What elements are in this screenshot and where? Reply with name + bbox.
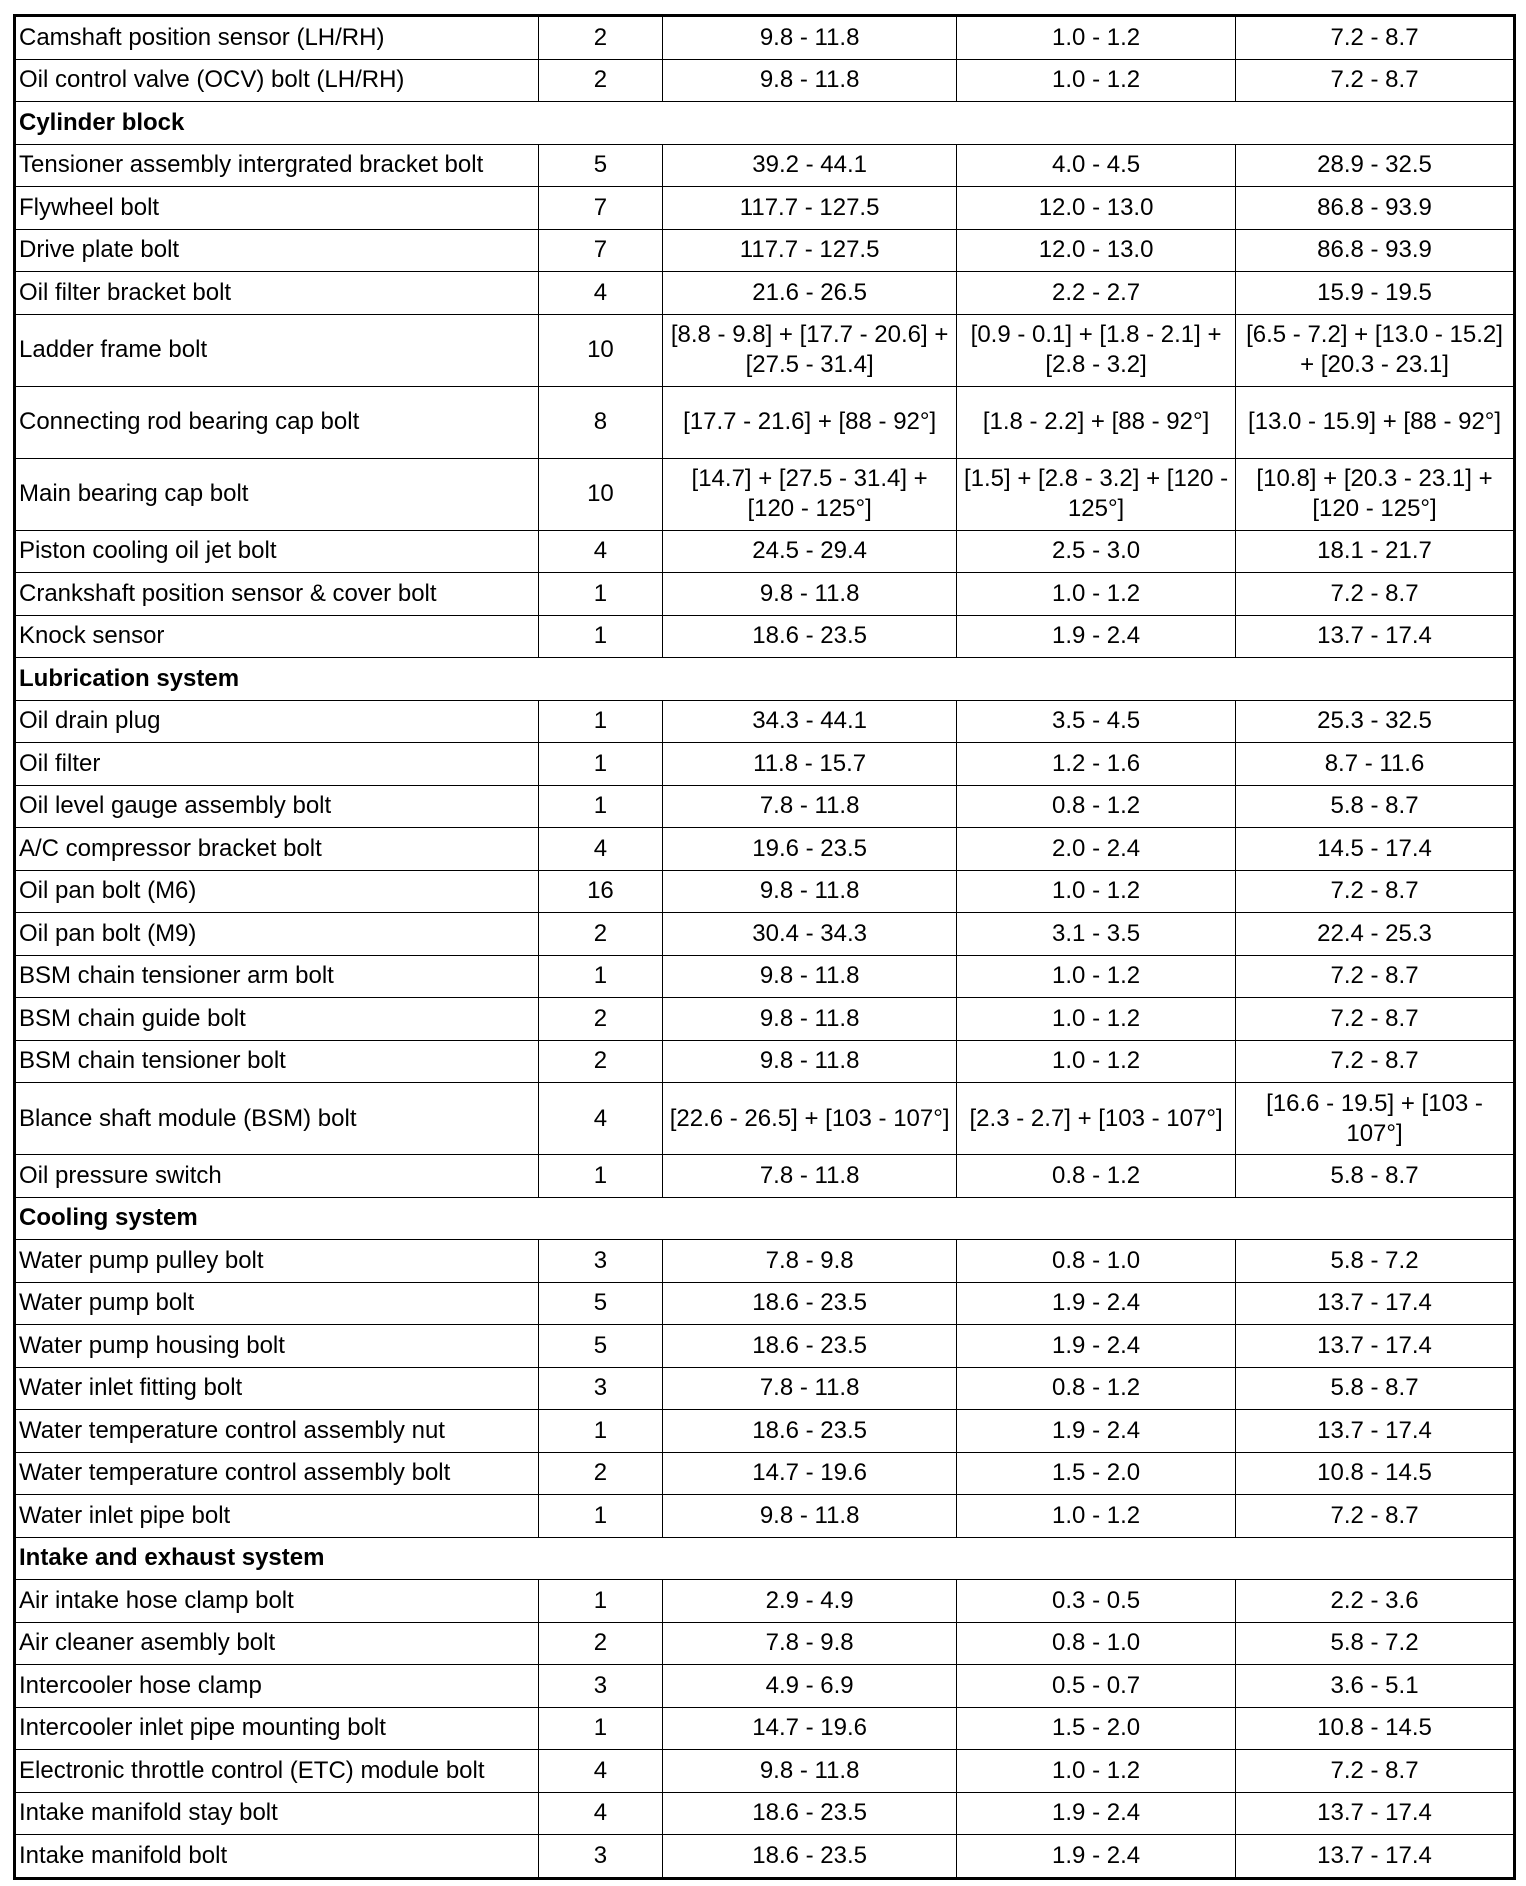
table-row <box>15 1325 1515 1368</box>
torque-kgfm-cell: 12.0 - 13.0 <box>957 229 1236 272</box>
quantity-cell: 1 <box>538 1495 662 1538</box>
torque-lbft-cell: 13.7 - 17.4 <box>1236 1792 1515 1835</box>
quantity-cell: 1 <box>538 955 662 998</box>
torque-lbft-cell: 25.3 - 32.5 <box>1236 700 1515 743</box>
quantity-cell: 16 <box>538 870 662 913</box>
table-row <box>15 1750 1515 1793</box>
torque-kgfm-cell: 0.8 - 1.2 <box>957 1155 1236 1198</box>
table-row <box>15 1835 1515 1879</box>
component-name-cell: Oil control valve (OCV) bolt (LH/RH) <box>15 59 539 102</box>
torque-kgfm-cell: 1.9 - 2.4 <box>957 1792 1236 1835</box>
quantity-cell: 2 <box>538 1040 662 1083</box>
torque-nm-cell: 9.8 - 11.8 <box>663 1495 957 1538</box>
table-row <box>15 913 1515 956</box>
torque-lbft-cell: 7.2 - 8.7 <box>1236 573 1515 616</box>
component-name-cell: Connecting rod bearing cap bolt <box>15 386 539 458</box>
torque-nm-cell: 7.8 - 11.8 <box>663 785 957 828</box>
torque-spec-sheet <box>13 14 1516 1876</box>
torque-kgfm-cell: 1.0 - 1.2 <box>957 59 1236 102</box>
section-header-row <box>15 1197 1515 1240</box>
quantity-cell: 1 <box>538 700 662 743</box>
torque-lbft-cell: [10.8] + [20.3 - 23.1] + [120 - 125°] <box>1236 458 1515 530</box>
torque-lbft-cell: 13.7 - 17.4 <box>1236 1835 1515 1879</box>
torque-nm-cell: 24.5 - 29.4 <box>663 530 957 573</box>
component-name-cell: Oil drain plug <box>15 700 539 743</box>
torque-lbft-cell: 7.2 - 8.7 <box>1236 955 1515 998</box>
component-name-cell: Oil level gauge assembly bolt <box>15 785 539 828</box>
torque-nm-cell: 117.7 - 127.5 <box>663 187 957 230</box>
torque-lbft-cell: 15.9 - 19.5 <box>1236 272 1515 315</box>
torque-nm-cell: 9.8 - 11.8 <box>663 1040 957 1083</box>
torque-lbft-cell: 7.2 - 8.7 <box>1236 59 1515 102</box>
component-name-cell: Tensioner assembly intergrated bracket bolt <box>15 144 539 187</box>
torque-spec-table <box>13 14 1516 1880</box>
torque-kgfm-cell: 1.0 - 1.2 <box>957 573 1236 616</box>
section-title: Intake and exhaust system <box>15 1537 1515 1580</box>
torque-lbft-cell: 22.4 - 25.3 <box>1236 913 1515 956</box>
torque-kgfm-cell: [1.5] + [2.8 - 3.2] + [120 - 125°] <box>957 458 1236 530</box>
torque-lbft-cell: 7.2 - 8.7 <box>1236 870 1515 913</box>
torque-nm-cell: 34.3 - 44.1 <box>663 700 957 743</box>
section-header-row <box>15 102 1515 145</box>
section-title: Cooling system <box>15 1197 1515 1240</box>
table-row <box>15 870 1515 913</box>
quantity-cell: 2 <box>538 1622 662 1665</box>
component-name-cell: Intake manifold bolt <box>15 1835 539 1879</box>
component-name-cell: Electronic throttle control (ETC) module bolt <box>15 1750 539 1793</box>
component-name-cell: Ladder frame bolt <box>15 314 539 386</box>
torque-kgfm-cell: 2.5 - 3.0 <box>957 530 1236 573</box>
torque-kgfm-cell: 0.5 - 0.7 <box>957 1665 1236 1708</box>
torque-nm-cell: 18.6 - 23.5 <box>663 615 957 658</box>
section-title: Lubrication system <box>15 658 1515 701</box>
torque-nm-cell: 11.8 - 15.7 <box>663 743 957 786</box>
quantity-cell: 1 <box>538 1580 662 1623</box>
torque-lbft-cell: 7.2 - 8.7 <box>1236 998 1515 1041</box>
component-name-cell: Knock sensor <box>15 615 539 658</box>
torque-nm-cell: 18.6 - 23.5 <box>663 1792 957 1835</box>
torque-lbft-cell: 5.8 - 8.7 <box>1236 785 1515 828</box>
component-name-cell: Piston cooling oil jet bolt <box>15 530 539 573</box>
torque-lbft-cell: [6.5 - 7.2] + [13.0 - 15.2] + [20.3 - 23.1] <box>1236 314 1515 386</box>
torque-lbft-cell: 2.2 - 3.6 <box>1236 1580 1515 1623</box>
component-name-cell: Oil pan bolt (M6) <box>15 870 539 913</box>
quantity-cell: 2 <box>538 16 662 60</box>
table-row <box>15 1452 1515 1495</box>
component-name-cell: BSM chain tensioner bolt <box>15 1040 539 1083</box>
quantity-cell: 8 <box>538 386 662 458</box>
component-name-cell: Water pump housing bolt <box>15 1325 539 1368</box>
table-row <box>15 700 1515 743</box>
component-name-cell: Oil pressure switch <box>15 1155 539 1198</box>
table-row <box>15 530 1515 573</box>
torque-kgfm-cell: 3.5 - 4.5 <box>957 700 1236 743</box>
torque-kgfm-cell: 1.0 - 1.2 <box>957 955 1236 998</box>
quantity-cell: 10 <box>538 314 662 386</box>
quantity-cell: 5 <box>538 144 662 187</box>
torque-kgfm-cell: [0.9 - 0.1] + [1.8 - 2.1] + [2.8 - 3.2] <box>957 314 1236 386</box>
torque-kgfm-cell: 4.0 - 4.5 <box>957 144 1236 187</box>
torque-kgfm-cell: 1.0 - 1.2 <box>957 1750 1236 1793</box>
table-row <box>15 144 1515 187</box>
component-name-cell: BSM chain guide bolt <box>15 998 539 1041</box>
torque-nm-cell: 18.6 - 23.5 <box>663 1282 957 1325</box>
section-header-row <box>15 658 1515 701</box>
torque-kgfm-cell: 1.0 - 1.2 <box>957 1495 1236 1538</box>
quantity-cell: 1 <box>538 1155 662 1198</box>
torque-kgfm-cell: 1.5 - 2.0 <box>957 1707 1236 1750</box>
quantity-cell: 3 <box>538 1835 662 1879</box>
torque-lbft-cell: 7.2 - 8.7 <box>1236 1495 1515 1538</box>
torque-lbft-cell: 5.8 - 8.7 <box>1236 1155 1515 1198</box>
component-name-cell: Water pump bolt <box>15 1282 539 1325</box>
component-name-cell: Main bearing cap bolt <box>15 458 539 530</box>
torque-nm-cell: 21.6 - 26.5 <box>663 272 957 315</box>
torque-nm-cell: 18.6 - 23.5 <box>663 1410 957 1453</box>
torque-lbft-cell: 86.8 - 93.9 <box>1236 229 1515 272</box>
torque-lbft-cell: 28.9 - 32.5 <box>1236 144 1515 187</box>
quantity-cell: 2 <box>538 1452 662 1495</box>
table-row <box>15 229 1515 272</box>
torque-nm-cell: 14.7 - 19.6 <box>663 1452 957 1495</box>
component-name-cell: BSM chain tensioner arm bolt <box>15 955 539 998</box>
torque-nm-cell: 9.8 - 11.8 <box>663 998 957 1041</box>
quantity-cell: 2 <box>538 59 662 102</box>
torque-kgfm-cell: 1.9 - 2.4 <box>957 615 1236 658</box>
table-row <box>15 1040 1515 1083</box>
table-row <box>15 1792 1515 1835</box>
table-row <box>15 314 1515 386</box>
table-row <box>15 785 1515 828</box>
torque-kgfm-cell: 1.9 - 2.4 <box>957 1282 1236 1325</box>
torque-lbft-cell: 18.1 - 21.7 <box>1236 530 1515 573</box>
torque-nm-cell: 18.6 - 23.5 <box>663 1325 957 1368</box>
component-name-cell: Water temperature control assembly nut <box>15 1410 539 1453</box>
component-name-cell: Oil filter bracket bolt <box>15 272 539 315</box>
quantity-cell: 1 <box>538 785 662 828</box>
torque-spec-table-body <box>15 16 1515 1879</box>
table-row <box>15 1410 1515 1453</box>
table-row <box>15 1665 1515 1708</box>
torque-lbft-cell: 7.2 - 8.7 <box>1236 1040 1515 1083</box>
torque-kgfm-cell: [2.3 - 2.7] + [103 - 107°] <box>957 1083 1236 1155</box>
torque-kgfm-cell: 1.9 - 2.4 <box>957 1410 1236 1453</box>
torque-nm-cell: 2.9 - 4.9 <box>663 1580 957 1623</box>
table-row <box>15 59 1515 102</box>
torque-nm-cell: 9.8 - 11.8 <box>663 870 957 913</box>
quantity-cell: 10 <box>538 458 662 530</box>
torque-nm-cell: 30.4 - 34.3 <box>663 913 957 956</box>
quantity-cell: 1 <box>538 615 662 658</box>
table-row <box>15 743 1515 786</box>
component-name-cell: Water inlet pipe bolt <box>15 1495 539 1538</box>
table-row <box>15 1580 1515 1623</box>
torque-lbft-cell: 13.7 - 17.4 <box>1236 1282 1515 1325</box>
torque-kgfm-cell: 1.0 - 1.2 <box>957 870 1236 913</box>
component-name-cell: A/C compressor bracket bolt <box>15 828 539 871</box>
table-row <box>15 1240 1515 1283</box>
torque-kgfm-cell: 1.0 - 1.2 <box>957 16 1236 60</box>
torque-lbft-cell: [13.0 - 15.9] + [88 - 92°] <box>1236 386 1515 458</box>
torque-nm-cell: [8.8 - 9.8] + [17.7 - 20.6] + [27.5 - 31.4] <box>663 314 957 386</box>
component-name-cell: Water pump pulley bolt <box>15 1240 539 1283</box>
torque-nm-cell: 9.8 - 11.8 <box>663 955 957 998</box>
torque-nm-cell: 117.7 - 127.5 <box>663 229 957 272</box>
torque-kgfm-cell: 1.9 - 2.4 <box>957 1325 1236 1368</box>
torque-lbft-cell: 5.8 - 7.2 <box>1236 1240 1515 1283</box>
torque-nm-cell: 7.8 - 9.8 <box>663 1240 957 1283</box>
component-name-cell: Blance shaft module (BSM) bolt <box>15 1083 539 1155</box>
torque-lbft-cell: 8.7 - 11.6 <box>1236 743 1515 786</box>
torque-lbft-cell: 10.8 - 14.5 <box>1236 1707 1515 1750</box>
torque-nm-cell: 9.8 - 11.8 <box>663 1750 957 1793</box>
quantity-cell: 5 <box>538 1325 662 1368</box>
quantity-cell: 2 <box>538 913 662 956</box>
torque-nm-cell: 14.7 - 19.6 <box>663 1707 957 1750</box>
quantity-cell: 3 <box>538 1665 662 1708</box>
torque-lbft-cell: 14.5 - 17.4 <box>1236 828 1515 871</box>
torque-kgfm-cell: 0.8 - 1.2 <box>957 785 1236 828</box>
quantity-cell: 7 <box>538 187 662 230</box>
torque-nm-cell: 9.8 - 11.8 <box>663 16 957 60</box>
torque-lbft-cell: 13.7 - 17.4 <box>1236 1325 1515 1368</box>
torque-lbft-cell: 86.8 - 93.9 <box>1236 187 1515 230</box>
torque-lbft-cell: 5.8 - 7.2 <box>1236 1622 1515 1665</box>
component-name-cell: Flywheel bolt <box>15 187 539 230</box>
table-row <box>15 1083 1515 1155</box>
torque-nm-cell: [22.6 - 26.5] + [103 - 107°] <box>663 1083 957 1155</box>
torque-kgfm-cell: 1.0 - 1.2 <box>957 998 1236 1041</box>
torque-kgfm-cell: 0.8 - 1.0 <box>957 1240 1236 1283</box>
torque-lbft-cell: [16.6 - 19.5] + [103 - 107°] <box>1236 1083 1515 1155</box>
component-name-cell: Intercooler hose clamp <box>15 1665 539 1708</box>
quantity-cell: 5 <box>538 1282 662 1325</box>
quantity-cell: 3 <box>538 1240 662 1283</box>
torque-nm-cell: 9.8 - 11.8 <box>663 59 957 102</box>
quantity-cell: 4 <box>538 1792 662 1835</box>
torque-kgfm-cell: 1.5 - 2.0 <box>957 1452 1236 1495</box>
table-row <box>15 187 1515 230</box>
component-name-cell: Camshaft position sensor (LH/RH) <box>15 16 539 60</box>
torque-kgfm-cell: 2.0 - 2.4 <box>957 828 1236 871</box>
quantity-cell: 4 <box>538 1750 662 1793</box>
torque-lbft-cell: 7.2 - 8.7 <box>1236 16 1515 60</box>
table-row <box>15 615 1515 658</box>
quantity-cell: 4 <box>538 828 662 871</box>
torque-lbft-cell: 10.8 - 14.5 <box>1236 1452 1515 1495</box>
component-name-cell: Intake manifold stay bolt <box>15 1792 539 1835</box>
table-row <box>15 998 1515 1041</box>
table-row <box>15 1707 1515 1750</box>
component-name-cell: Air cleaner asembly bolt <box>15 1622 539 1665</box>
quantity-cell: 4 <box>538 530 662 573</box>
component-name-cell: Oil pan bolt (M9) <box>15 913 539 956</box>
torque-lbft-cell: 5.8 - 8.7 <box>1236 1367 1515 1410</box>
torque-lbft-cell: 13.7 - 17.4 <box>1236 1410 1515 1453</box>
torque-kgfm-cell: [1.8 - 2.2] + [88 - 92°] <box>957 386 1236 458</box>
torque-kgfm-cell: 1.2 - 1.6 <box>957 743 1236 786</box>
torque-nm-cell: 7.8 - 11.8 <box>663 1155 957 1198</box>
quantity-cell: 1 <box>538 1410 662 1453</box>
torque-nm-cell: 4.9 - 6.9 <box>663 1665 957 1708</box>
table-row <box>15 1622 1515 1665</box>
torque-nm-cell: [14.7] + [27.5 - 31.4] + [120 - 125°] <box>663 458 957 530</box>
quantity-cell: 7 <box>538 229 662 272</box>
section-header-row <box>15 1537 1515 1580</box>
torque-lbft-cell: 7.2 - 8.7 <box>1236 1750 1515 1793</box>
quantity-cell: 4 <box>538 1083 662 1155</box>
table-row <box>15 1282 1515 1325</box>
torque-nm-cell: 7.8 - 9.8 <box>663 1622 957 1665</box>
component-name-cell: Air intake hose clamp bolt <box>15 1580 539 1623</box>
table-row <box>15 1155 1515 1198</box>
torque-nm-cell: [17.7 - 21.6] + [88 - 92°] <box>663 386 957 458</box>
component-name-cell: Drive plate bolt <box>15 229 539 272</box>
torque-lbft-cell: 13.7 - 17.4 <box>1236 615 1515 658</box>
torque-kgfm-cell: 0.8 - 1.0 <box>957 1622 1236 1665</box>
component-name-cell: Water temperature control assembly bolt <box>15 1452 539 1495</box>
table-row <box>15 828 1515 871</box>
component-name-cell: Crankshaft position sensor & cover bolt <box>15 573 539 616</box>
component-name-cell: Intercooler inlet pipe mounting bolt <box>15 1707 539 1750</box>
quantity-cell: 3 <box>538 1367 662 1410</box>
torque-lbft-cell: 3.6 - 5.1 <box>1236 1665 1515 1708</box>
quantity-cell: 1 <box>538 573 662 616</box>
torque-nm-cell: 18.6 - 23.5 <box>663 1835 957 1879</box>
table-row <box>15 1495 1515 1538</box>
table-row <box>15 386 1515 458</box>
torque-nm-cell: 7.8 - 11.8 <box>663 1367 957 1410</box>
torque-kgfm-cell: 12.0 - 13.0 <box>957 187 1236 230</box>
torque-kgfm-cell: 3.1 - 3.5 <box>957 913 1236 956</box>
component-name-cell: Water inlet fitting bolt <box>15 1367 539 1410</box>
component-name-cell: Oil filter <box>15 743 539 786</box>
table-row <box>15 1367 1515 1410</box>
torque-nm-cell: 39.2 - 44.1 <box>663 144 957 187</box>
quantity-cell: 2 <box>538 998 662 1041</box>
torque-kgfm-cell: 1.0 - 1.2 <box>957 1040 1236 1083</box>
quantity-cell: 1 <box>538 1707 662 1750</box>
torque-kgfm-cell: 1.9 - 2.4 <box>957 1835 1236 1879</box>
torque-nm-cell: 9.8 - 11.8 <box>663 573 957 616</box>
torque-kgfm-cell: 0.8 - 1.2 <box>957 1367 1236 1410</box>
table-row <box>15 573 1515 616</box>
torque-kgfm-cell: 2.2 - 2.7 <box>957 272 1236 315</box>
torque-kgfm-cell: 0.3 - 0.5 <box>957 1580 1236 1623</box>
table-row <box>15 955 1515 998</box>
table-row <box>15 458 1515 530</box>
torque-nm-cell: 19.6 - 23.5 <box>663 828 957 871</box>
section-title: Cylinder block <box>15 102 1515 145</box>
quantity-cell: 1 <box>538 743 662 786</box>
quantity-cell: 4 <box>538 272 662 315</box>
table-row <box>15 272 1515 315</box>
table-row <box>15 16 1515 60</box>
